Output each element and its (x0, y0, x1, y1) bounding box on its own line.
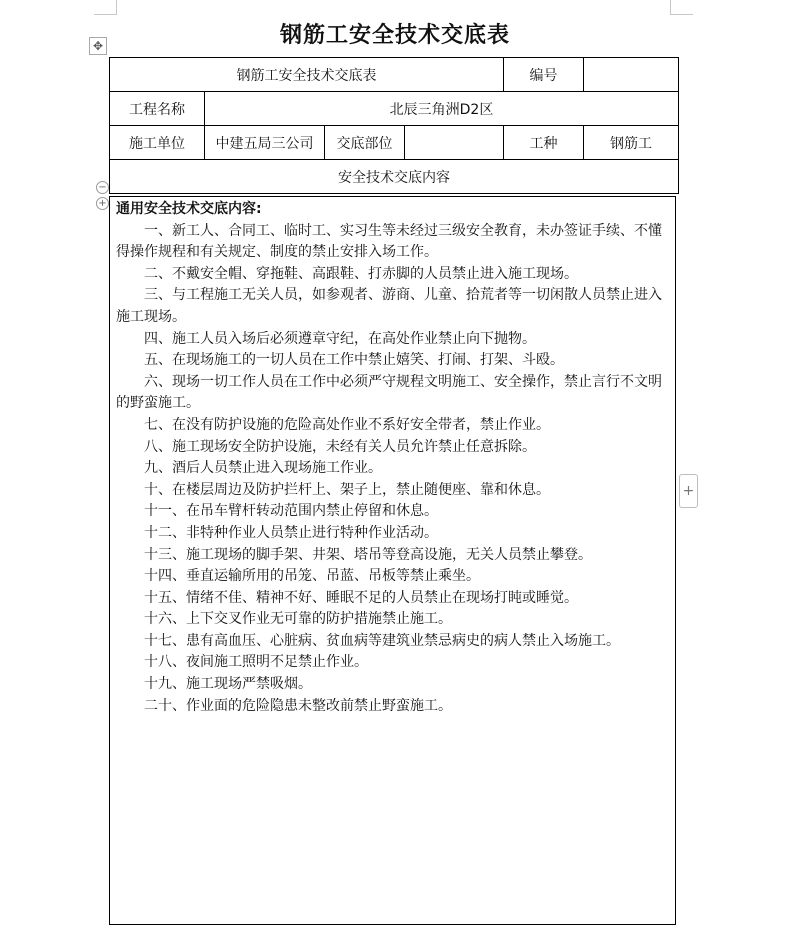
row-insert-icon[interactable]: + (96, 197, 109, 210)
content-item: 十六、上下交叉作业无可靠的防护措施禁止施工。 (144, 611, 452, 628)
content-item: 五、在现场施工的一切人员在工作中禁止嬉笑、打闹、打架、斗殴。 (144, 352, 564, 369)
content-item: 十二、非特种作业人员禁止进行特种作业活动。 (144, 524, 438, 541)
construction-unit-value-cell[interactable]: 中建五局三公司 (205, 126, 325, 160)
content-item: 十一、在吊车臂杆转动范围内禁止停留和休息。 (144, 503, 438, 520)
table-move-handle-icon[interactable]: ✥ (89, 37, 107, 55)
content-item: 十三、施工现场的脚手架、井架、塔吊等登高设施，无关人员禁止攀登。 (144, 546, 592, 563)
page-corner-mark-right (670, 0, 693, 15)
content-heading: 通用安全技术交底内容: (116, 201, 262, 217)
content-list (116, 221, 671, 718)
content-item: 二、不戴安全帽、穿拖鞋、高跟鞋、打赤脚的人员禁止进入施工现场。 (144, 265, 578, 282)
construction-unit-label-cell[interactable]: 施工单位 (110, 126, 205, 160)
project-name-value-cell[interactable]: 北辰三角洲D2区 (205, 92, 679, 126)
form-row-project (110, 92, 679, 126)
trade-value-cell[interactable]: 钢筋工 (584, 126, 679, 160)
form-row-header (110, 58, 679, 92)
content-item: 十七、患有高血压、心脏病、贫血病等建筑业禁忌病史的病人禁止入场施工。 (144, 632, 620, 649)
content-cell[interactable] (109, 196, 676, 925)
briefing-part-label-cell[interactable]: 交底部位 (325, 126, 405, 160)
content-item: 十八、夜间施工照明不足禁止作业。 (144, 654, 368, 671)
document-title: 钢筋工安全技术交底表 (279, 23, 510, 48)
content-item: 七、在没有防护设施的危险高处作业不系好安全带者，禁止作业。 (144, 416, 550, 433)
column-insert-icon[interactable]: + (679, 474, 698, 508)
project-name-label-cell[interactable]: 工程名称 (110, 92, 205, 126)
content-item: 二十、作业面的危险隐患未整改前禁止野蛮施工。 (144, 697, 452, 714)
content-item: 八、施工现场安全防护设施，未经有关人员允许禁止任意拆除。 (144, 438, 536, 455)
content-item: 十五、情绪不佳、精神不好、睡眠不足的人员禁止在现场打盹或睡觉。 (144, 589, 578, 606)
content-item: 九、酒后人员禁止进入现场施工作业。 (144, 460, 382, 477)
content-header-cell[interactable]: 安全技术交底内容 (110, 160, 679, 194)
form-row-content-header (110, 160, 679, 194)
briefing-part-value-cell[interactable] (405, 126, 504, 160)
form-title-cell[interactable]: 钢筋工安全技术交底表 (110, 58, 504, 92)
number-label-cell[interactable]: 编号 (504, 58, 584, 92)
content-item: 十、在楼层周边及防护拦杆上、架子上，禁止随便座、靠和休息。 (144, 481, 550, 498)
content-item: 十九、施工现场严禁吸烟。 (144, 676, 312, 693)
content-item: 四、施工人员入场后必须遵章守纪，在高处作业禁止向下抛物。 (144, 330, 536, 347)
form-row-unit (110, 126, 679, 160)
form-table (109, 57, 679, 194)
content-item: 六、现场一切工作人员在工作中必须严守规程文明施工、安全操作，禁止言行不文明的野蛮施工。 (116, 373, 662, 412)
number-value-cell[interactable] (584, 58, 679, 92)
row-remove-icon[interactable]: − (96, 181, 109, 194)
page-corner-mark-left (94, 0, 117, 15)
trade-label-cell[interactable]: 工种 (504, 126, 584, 160)
content-item: 三、与工程施工无关人员，如参观者、游商、儿童、拾荒者等一切闲散人员禁止进入施工现场。 (116, 287, 662, 325)
content-item: 十四、垂直运输所用的吊笼、吊蓝、吊板等禁止乘坐。 (144, 568, 480, 585)
content-item: 一、新工人、合同工、临时工、实习生等未经过三级安全教育，未办签证手续、不懂得操作规程和有关规定、制度的禁止安排入场工作。 (116, 222, 662, 261)
